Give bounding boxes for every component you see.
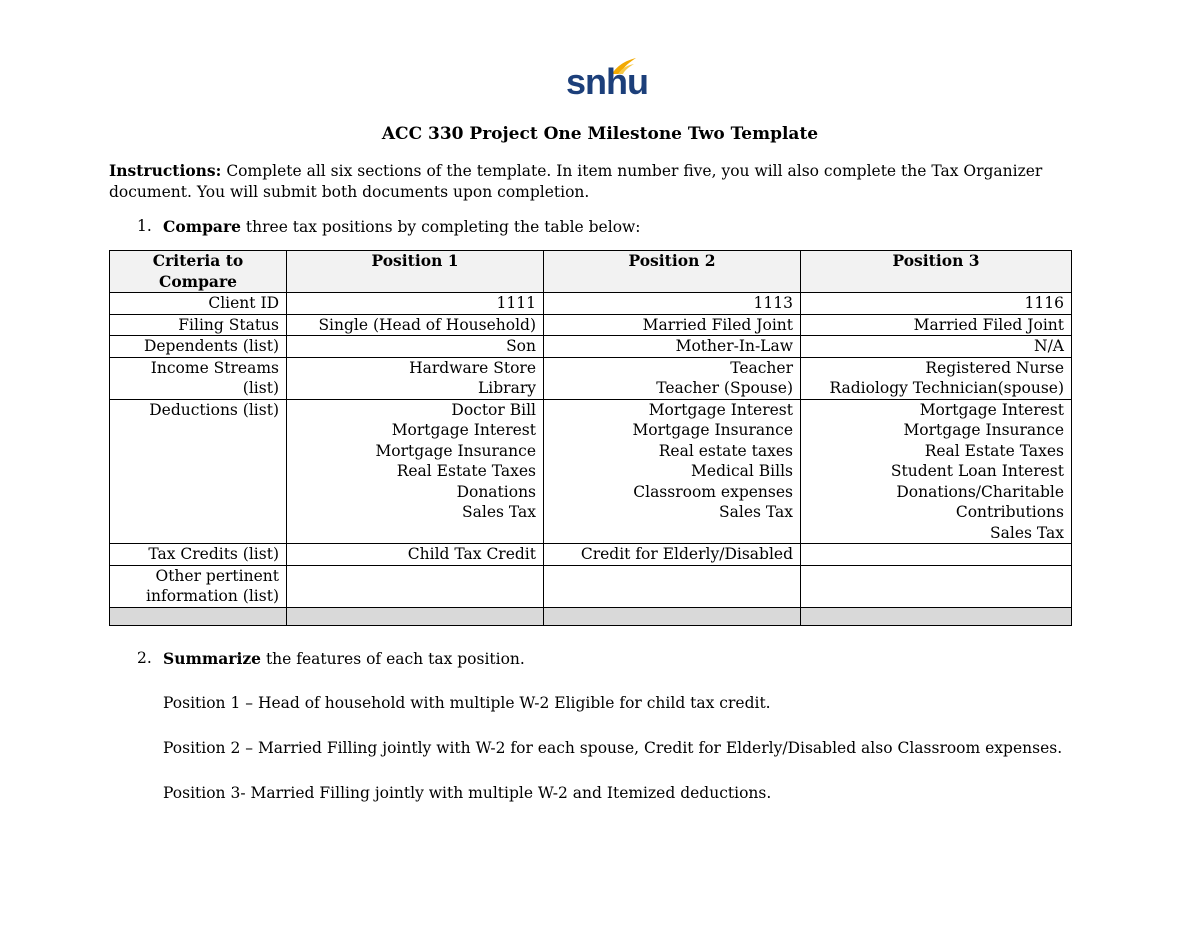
position-1-cell <box>287 565 544 607</box>
section-2-bold: Summarize <box>163 649 262 668</box>
table-row <box>110 293 1072 315</box>
section-2-heading <box>163 648 525 670</box>
header-position-2: Position 2 <box>544 251 801 293</box>
cell-line: Mortgage Insurance <box>375 441 536 460</box>
position-3-cell <box>801 399 1072 544</box>
cell-line: Donations/Charitable <box>896 482 1064 501</box>
position-2-cell <box>544 336 801 358</box>
section-1-number: 1. <box>137 217 152 235</box>
position-2-cell <box>544 399 801 544</box>
position-2-cell <box>544 565 801 607</box>
cell-line: Mortgage Interest <box>919 400 1064 419</box>
table-header-row <box>110 251 1072 293</box>
table-row <box>110 544 1072 566</box>
section-1-text: three tax positions by completing the table below: <box>240 218 641 236</box>
position-1-cell <box>287 293 544 315</box>
cell-line: Child Tax Credit <box>407 545 536 563</box>
cell-line: Library <box>478 379 536 397</box>
position-2-cell <box>544 544 801 566</box>
cell-line: Sales Tax <box>990 523 1064 542</box>
cell-line: Single (Head of Household) <box>318 315 536 334</box>
position-3-cell <box>801 565 1072 607</box>
cell-line: Client ID <box>208 294 279 312</box>
cell-line: Other pertinent <box>155 566 279 585</box>
snhu-logo <box>560 56 648 104</box>
position-1-cell <box>287 314 544 336</box>
shaded-cell <box>287 607 544 625</box>
instructions-label: Instructions: <box>109 161 222 180</box>
table-row <box>110 336 1072 358</box>
cell-line: information (list) <box>146 587 279 605</box>
position-1-cell <box>287 336 544 358</box>
position-1-cell <box>287 399 544 544</box>
cell-line: Sales Tax <box>462 503 536 521</box>
cell-line: Married Filed Joint <box>913 315 1064 334</box>
position-3-cell <box>801 314 1072 336</box>
cell-line: Mortgage Insurance <box>903 421 1064 439</box>
section-2-number: 2. <box>137 649 152 667</box>
header-position-1: Position 1 <box>287 251 544 293</box>
shaded-cell <box>801 607 1072 625</box>
cell-line: Teacher <box>730 358 793 377</box>
criteria-cell <box>110 293 287 315</box>
criteria-cell <box>110 544 287 566</box>
criteria-cell <box>110 399 287 544</box>
cell-line: Son <box>506 337 536 355</box>
cell-line: Married Filed Joint <box>642 315 793 334</box>
instructions-paragraph <box>109 160 1089 203</box>
summary-position-2: Position 2 – Married Filling jointly with W-2 for each spouse, Credit for Elderly/Disabled also Classroom expenses. <box>163 739 1063 757</box>
cell-line: Filing Status <box>178 315 279 334</box>
cell-line: Mortgage Interest <box>391 421 536 439</box>
cell-line: Real Estate Taxes <box>396 462 536 480</box>
shaded-cell <box>544 607 801 625</box>
page-title: ACC 330 Project One Milestone Two Template <box>381 124 819 144</box>
position-1-cell <box>287 357 544 399</box>
cell-line: Real estate taxes <box>658 441 793 460</box>
position-2-cell <box>544 314 801 336</box>
cell-line: 1111 <box>496 294 536 312</box>
table-row <box>110 314 1072 336</box>
section-2-text: the features of each tax position. <box>261 650 525 668</box>
table-body <box>110 293 1072 626</box>
cell-line: 1116 <box>1024 294 1064 312</box>
cell-line: Student Loan Interest <box>890 462 1064 480</box>
cell-line: Sales Tax <box>719 503 793 521</box>
position-2-cell <box>544 293 801 315</box>
cell-line: Real Estate Taxes <box>924 441 1064 460</box>
position-2-cell <box>544 357 801 399</box>
section-1-heading <box>163 216 641 238</box>
section-1-bold: Compare <box>163 217 241 236</box>
cell-line: Medical Bills <box>691 462 793 480</box>
cell-line: Radiology Technician(spouse) <box>829 379 1064 397</box>
table-row <box>110 399 1072 544</box>
cell-line: Credit for Elderly/Disabled <box>580 545 793 563</box>
criteria-cell <box>110 336 287 358</box>
criteria-cell <box>110 565 287 607</box>
cell-line: Dependents (list) <box>143 337 279 355</box>
instructions-text: Complete all six sections of the template. In item number five, you will also complete the Tax Organizer document. You will submit both documents upon completion. <box>109 162 1043 201</box>
position-3-cell <box>801 336 1072 358</box>
position-3-cell <box>801 544 1072 566</box>
comparison-table <box>109 250 1072 626</box>
cell-line: Income Streams (list) <box>150 358 279 397</box>
summary-position-3: Position 3- Married Filling jointly with multiple W-2 and Itemized deductions. <box>163 784 772 802</box>
criteria-cell <box>110 357 287 399</box>
cell-line: Mortgage Interest <box>648 400 793 419</box>
shaded-row <box>110 607 1072 625</box>
cell-line: Tax Credits (list) <box>148 545 279 563</box>
table-row <box>110 357 1072 399</box>
cell-line: Mother-In-Law <box>675 337 793 355</box>
cell-line: Doctor Bill <box>451 400 536 419</box>
cell-line: Registered Nurse <box>925 358 1064 377</box>
cell-line: Deductions (list) <box>149 400 279 419</box>
cell-line: 1113 <box>753 294 793 312</box>
criteria-cell <box>110 314 287 336</box>
cell-line: Contributions <box>955 503 1064 521</box>
cell-line: Donations <box>456 482 536 501</box>
cell-line: Mortgage Insurance <box>632 421 793 439</box>
position-3-cell <box>801 357 1072 399</box>
summary-position-1: Position 1 – Head of household with multiple W-2 Eligible for child tax credit. <box>163 694 771 712</box>
cell-line: Hardware Store <box>409 358 536 377</box>
table-row <box>110 565 1072 607</box>
shaded-cell <box>110 607 287 625</box>
header-position-3: Position 3 <box>801 251 1072 293</box>
header-criteria: Criteria to Compare <box>110 251 287 293</box>
cell-line: N/A <box>1034 337 1064 355</box>
logo-wordmark: snhu <box>566 61 648 102</box>
position-1-cell <box>287 544 544 566</box>
cell-line: Classroom expenses <box>633 482 793 501</box>
cell-line: Teacher (Spouse) <box>656 379 793 397</box>
position-3-cell <box>801 293 1072 315</box>
